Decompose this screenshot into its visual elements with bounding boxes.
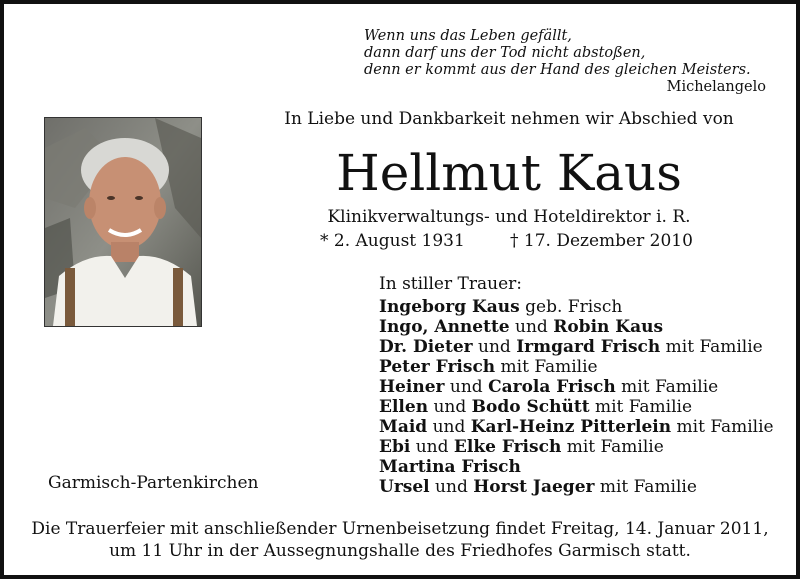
mourners-heading: In stiller Trauer: [379, 274, 522, 294]
mourner-connector: und [410, 437, 454, 457]
mourner-connector: und [428, 397, 472, 417]
mourner-name: Ingo, Annette [379, 317, 510, 337]
mourner-name: Dr. Dieter [379, 337, 473, 357]
mourner-connector: und [472, 337, 517, 357]
intro-text: In Liebe und Dankbarkeit nehmen wir Abschied von [284, 109, 734, 129]
mourner-connector: und [444, 377, 489, 397]
mourner-row [379, 297, 774, 317]
mourner-name: Elke Frisch [453, 437, 562, 457]
mourner-name: Ursel [379, 477, 430, 497]
death-date: † 17. Dezember 2010 [510, 231, 693, 251]
mourner-name: Heiner [379, 377, 445, 397]
mourner-name: Robin Kaus [553, 317, 664, 337]
mourner-connector: mit Familie [615, 377, 719, 397]
quote-block [364, 28, 766, 96]
mourner-name: Horst Jaeger [473, 477, 595, 497]
mourner-row [379, 317, 774, 337]
mourner-name: Bodo Schütt [471, 397, 590, 417]
mourner-row [379, 357, 774, 377]
mourner-name: Martina Frisch [379, 457, 521, 477]
mourner-row [379, 397, 774, 417]
mourner-connector: und [427, 417, 471, 437]
mourner-row [379, 417, 774, 437]
quote-line: denn er kommt aus der Hand des gleichen Meisters. [364, 62, 751, 78]
mourner-connector: mit Familie [660, 337, 763, 357]
quote-line: dann darf uns der Tod nicht abstoßen, [364, 45, 646, 61]
mourner-connector: mit Familie [594, 477, 697, 497]
deceased-name: Hellmut Kaus [336, 144, 682, 202]
mourner-row [379, 337, 774, 357]
portrait-photo [44, 117, 202, 327]
mourner-row [379, 377, 774, 397]
mourner-name: Ellen [379, 397, 429, 417]
mourner-name: Irmgard Frisch [516, 337, 661, 357]
place-name: Garmisch-Partenkirchen [48, 473, 259, 493]
mourner-name: Peter Frisch [379, 357, 496, 377]
service-notice [24, 518, 776, 562]
mourner-name: Ebi [379, 437, 411, 457]
mourner-name: Karl-Heinz Pitterlein [470, 417, 672, 437]
mourner-row [379, 477, 774, 497]
mourner-row [379, 437, 774, 457]
mourners-list [379, 274, 774, 497]
service-line: um 11 Uhr in der Aussegnungshalle des Friedhofes Garmisch statt. [109, 541, 691, 561]
mourner-rows [379, 297, 774, 497]
mourner-connector: mit Familie [671, 417, 774, 437]
mourner-row [379, 457, 774, 477]
mourner-name: Ingeborg Kaus [379, 297, 520, 317]
quote-line: Wenn uns das Leben gefällt, [364, 28, 572, 44]
quote-author: Michelangelo [666, 79, 766, 95]
mourner-connector: und [429, 477, 474, 497]
mourner-name: Maid [379, 417, 428, 437]
mourner-connector: und [509, 317, 554, 337]
mourner-connector: mit Familie [589, 397, 693, 417]
mourner-connector: mit Familie [495, 357, 598, 377]
birth-date: * 2. August 1931 [320, 231, 465, 251]
deceased-title: Klinikverwaltungs- und Hoteldirektor i. R. [327, 207, 691, 227]
mourner-connector: mit Familie [561, 437, 664, 457]
mourner-name: Carola Frisch [488, 377, 616, 397]
service-line: Die Trauerfeier mit anschließender Urnenbeisetzung findet Freitag, 14. Januar 2011, [31, 519, 769, 539]
mourner-connector: geb. Frisch [519, 297, 623, 317]
